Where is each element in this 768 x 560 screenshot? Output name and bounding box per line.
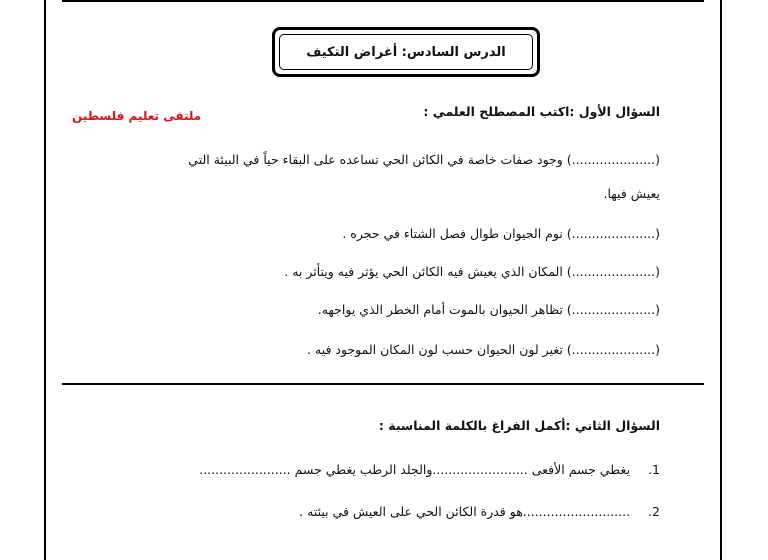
q1-item-1: (.....................) وجود صفات خاصة في الكائن الحي تساعده على البقاء حياً في البيئة التي	[188, 152, 660, 167]
q2-item-2-number: 2.	[648, 504, 660, 519]
q1-item-2: (.....................) نوم الحيوان طوال فصل الشتاء في حجره .	[342, 226, 660, 241]
q1-item-5: (.....................) تغير لون الحيوان حسب لون المكان الموجود فيه .	[307, 342, 660, 357]
q1-item-1-cont: يعيش فيها.	[603, 186, 660, 201]
q2-item-1	[199, 462, 660, 477]
top-rule	[62, 0, 704, 2]
brand-label: ملتقى تعليم فلسطين	[72, 109, 202, 123]
lesson-title-box	[272, 27, 540, 77]
lesson-title: الدرس السادس: أغراض التكيف	[279, 34, 533, 70]
q1-item-3: (.....................) المكان الذي يعيش فيه الكائن الحي يؤثر فيه ويتأثر به .	[284, 264, 660, 279]
q2-item-2	[299, 504, 660, 519]
q1-item-4: (.....................) تظاهر الحيوان بالموت أمام الخطر الذي يواجهه.	[317, 302, 660, 317]
q2-heading: السؤال الثاني :أكمل الفراغ بالكلمة المناسبة :	[378, 418, 660, 433]
q1-heading: السؤال الأول :اكتب المصطلح العلمي :	[423, 104, 660, 119]
q2-item-1-number: 1.	[648, 462, 660, 477]
q2-item-1-text: يغطي جسم الأفعى ........................والجلد الرطب يغطي جسم .......................	[199, 462, 631, 477]
section-divider	[62, 383, 704, 385]
q2-item-2-text: ...........................هو قدرة الكائن الحي على العيش في بيئته .	[299, 504, 631, 519]
